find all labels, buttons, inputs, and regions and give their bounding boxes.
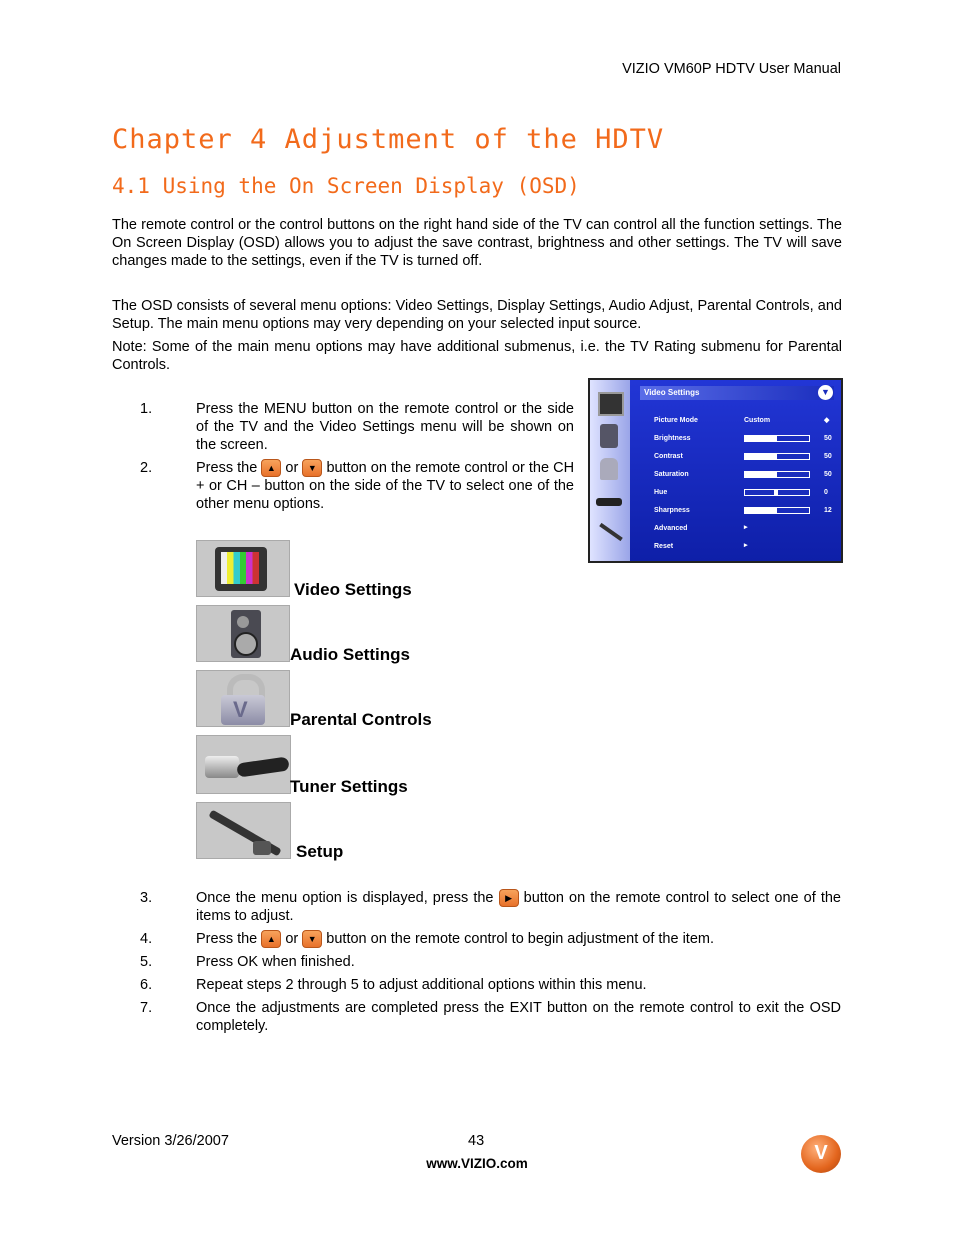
menu-icon-label: Tuner Settings [290, 777, 408, 796]
osd-sidebar [590, 380, 630, 561]
note-paragraph: Note: Some of the main menu options may have additional submenus, i.e. the TV Rating submenu for Parental Controls. [112, 339, 842, 373]
step-6 [140, 976, 840, 996]
menu-icon-audio [196, 605, 456, 663]
osd-row-label: Advanced [654, 525, 688, 532]
step-4 [140, 930, 840, 950]
menu-icon-label: Audio Settings [290, 645, 410, 664]
menu-icon-label: Setup [296, 842, 344, 861]
osd-slider [744, 489, 810, 496]
step-number: 6. [140, 977, 153, 993]
step-number: 1. [140, 401, 153, 417]
menu-icon-label: Parental Controls [290, 710, 432, 729]
manual-title: VIZIO VM60P HDTV User Manual [622, 61, 841, 77]
padlock-icon [600, 458, 618, 480]
osd-row-value: Custom [744, 417, 771, 424]
step-5 [140, 953, 840, 973]
step-number: 3. [140, 890, 153, 906]
down-arrow-button-icon: ▼ [302, 459, 322, 477]
osd-row-label: Sharpness [654, 507, 690, 514]
step-text-part: Once the menu option is displayed, press the [196, 890, 494, 906]
step-number: 2. [140, 460, 153, 476]
padlock-icon: V [196, 670, 290, 727]
coax-cable-icon [596, 498, 622, 506]
step-text [196, 459, 574, 513]
section-title: 4.1 Using the On Screen Display (OSD) [112, 174, 580, 198]
osd-options-paragraph: The OSD consists of several menu options: Video Settings, Display Settings, Audio Adjust, Parental Controls, and Setup. The main menu options may very depending on your selected input source. [112, 298, 842, 332]
coax-cable-icon [196, 735, 291, 794]
osd-row-number: 12 [824, 507, 832, 514]
osd-slider [744, 471, 810, 478]
step-text-part: button on the remote control to begin adjustment of the item. [326, 931, 714, 947]
up-arrow-button-icon: ▲ [261, 930, 281, 948]
osd-row-arrow: ▸ [744, 542, 748, 549]
step-text: Repeat steps 2 through 5 to adjust additional options within this menu. [196, 977, 647, 993]
menu-icon-video [196, 540, 456, 598]
diamond-icon: ◆ [824, 417, 830, 424]
speaker-icon [600, 424, 618, 448]
step-text [196, 889, 841, 925]
intro-paragraph: The remote control or the control buttons on the right hand side of the TV can control all the function settings. The On Screen Display (OSD) allows you to adjust the save contrast, brightness and other settings. The TV will save changes made to the settings, even if the TV is turned off. [112, 217, 842, 269]
step-text-part: button on the remote control to select one of the items to adjust. [196, 890, 841, 925]
down-arrow-button-icon: ▼ [302, 930, 322, 948]
osd-title: Video Settings [640, 386, 834, 400]
osd-panel [630, 380, 841, 561]
right-arrow-button-icon: ▶ [499, 889, 519, 907]
osd-screenshot [588, 378, 843, 563]
osd-row-number: 0 [824, 489, 828, 496]
step-7 [140, 999, 840, 1037]
osd-row-label: Saturation [654, 471, 689, 478]
up-arrow-button-icon: ▲ [261, 459, 281, 477]
tv-color-bars-icon [196, 540, 290, 597]
osd-slider [744, 453, 810, 460]
step-text-part: or [285, 460, 299, 476]
version-text: Version 3/26/2007 [112, 1133, 229, 1149]
osd-row-number: 50 [824, 471, 832, 478]
osd-row-number: 50 [824, 435, 832, 442]
osd-row-label: Contrast [654, 453, 683, 460]
osd-row-label: Reset [654, 543, 674, 550]
page-number: 43 [468, 1133, 485, 1149]
step-number: 4. [140, 931, 153, 947]
osd-row-number: 50 [824, 453, 832, 460]
menu-icon-label: Video Settings [294, 580, 412, 599]
step-number: 7. [140, 1000, 153, 1016]
website-link[interactable]: www.VIZIO.com [426, 1156, 528, 1171]
step-text: Press the MENU button on the remote control or the side of the TV and the Video Settings menu will be shown on the screen. [196, 401, 574, 453]
osd-slider [744, 435, 810, 442]
logo-letter: V [814, 1142, 828, 1164]
step-number: 5. [140, 954, 153, 970]
step-1 [140, 400, 575, 455]
step-text: Press OK when finished. [196, 954, 355, 970]
speaker-icon [196, 605, 290, 662]
menu-icon-setup [196, 802, 456, 860]
osd-row-arrow: ▸ [744, 524, 748, 531]
step-text-part: button on the remote control or the CH + or CH – button on the side of the TV to select one of the other menu options. [196, 460, 575, 513]
step-2 [140, 459, 575, 515]
osd-slider [744, 507, 810, 514]
step-text: Once the adjustments are completed press the EXIT button on the remote control to exit the OSD completely. [196, 1000, 841, 1034]
chevron-down-icon: ▼ [818, 385, 833, 400]
wrench-icon [196, 802, 291, 859]
step-3 [140, 889, 840, 927]
menu-icon-tuner [196, 735, 456, 796]
vizio-logo-icon [801, 1135, 841, 1173]
menu-icon-parental [196, 670, 456, 728]
tv-icon [598, 392, 624, 416]
step-text-part: or [285, 931, 299, 947]
osd-row-label: Hue [654, 489, 668, 496]
wrench-icon [599, 523, 623, 541]
osd-row-label: Brightness [654, 435, 691, 442]
step-text-part: Press the [196, 460, 258, 476]
chapter-title: Chapter 4 Adjustment of the HDTV [112, 124, 665, 155]
step-text-part: Press the [196, 931, 258, 947]
step-text [196, 930, 841, 948]
osd-row-label: Picture Mode [654, 417, 698, 424]
